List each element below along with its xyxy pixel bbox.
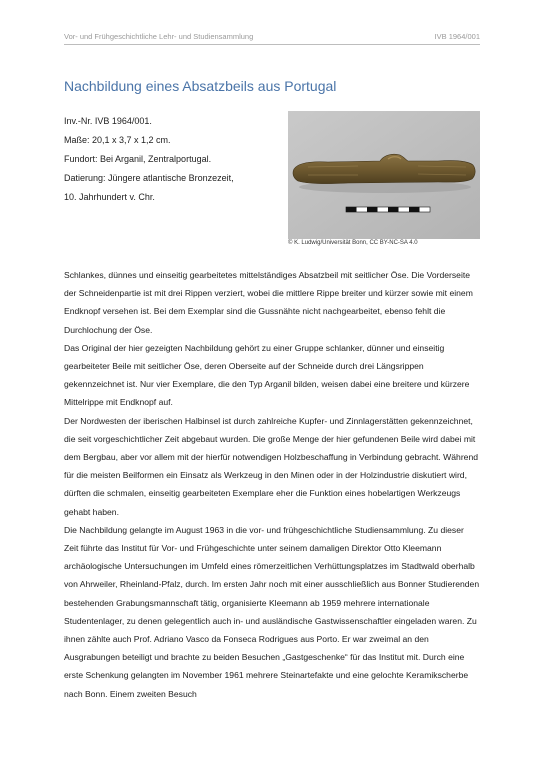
object-metadata bbox=[64, 112, 284, 207]
page-title: Nachbildung eines Absatzbeils aus Portugal bbox=[64, 78, 337, 94]
dimensions: Maße: 20,1 x 3,7 x 1,2 cm. bbox=[64, 135, 171, 145]
axe-photo-drawing bbox=[288, 111, 480, 239]
dating: Datierung: Jüngere atlantische Bronzezeit, bbox=[64, 173, 234, 183]
paragraph-mining-context: Der Nordwesten der iberischen Halbinsel ist durch zahlreiche Kupfer- und Zinnlagerstätten gekennzeichnet, die seit vorgeschichtlicher Zeit abgebaut wurden. Die große Menge der hier gefundenen Beile wird dabei mit dem Bergbau, aber vor allem mit der hierfür notwendigen Holzbeschaffung in Verbindung gebracht. Während für die meisten Beilformen ein Einsatz als Werkzeug in den Minen oder in der Holzindustrie diskutiert wird, dürften die schmalen, einseitig gearbeiteten Exemplare eher die Funktion eines hobelartigen Werkzeugs gehabt haben. bbox=[64, 415, 479, 517]
header-inventory-number: IVB 1964/001 bbox=[434, 32, 480, 41]
inventory-number: Inv.-Nr. IVB 1964/001. bbox=[64, 116, 152, 126]
header-collection-name: Vor- und Frühgeschichtliche Lehr- und Studiensammlung bbox=[64, 32, 254, 41]
image-credit: © K. Ludwig/Universität Bonn, CC BY-NC-SA 4.0 bbox=[288, 240, 418, 246]
dating-century: 10. Jahrhundert v. Chr. bbox=[64, 192, 155, 202]
page-header bbox=[64, 30, 480, 45]
description-body bbox=[64, 266, 480, 703]
find-location: Fundort: Bei Arganil, Zentralportugal. bbox=[64, 154, 212, 164]
scale-bar bbox=[346, 207, 430, 212]
paragraph-type-arganil: Das Original der hier gezeigten Nachbildung gehört zu einer Gruppe schlanker, dünner und einseitig gearbeiteter Beile mit seitlicher Öse, deren Oberseite auf der Schneide durch drei Längsrippen gekennzeichnet ist. Nur vier Exemplare, die den Typ Arganil bilden, weisen dabei eine breitere und kürzere Mittelrippe mit Endknopf auf. bbox=[64, 342, 470, 408]
paragraph-description: Schlankes, dünnes und einseitig gearbeitetes mittelständiges Absatzbeil mit seitlicher Öse. Die Vorderseite der Schneidenpartie ist mit drei Rippen verziert, wobei die mittlere Rippe breiter und kürzer sowie mit einem Endknopf versehen ist. Bei dem Exemplar sind die Gussnähte nicht nachgearbeitet, ebenso fehlt die Durchlochung der Öse. bbox=[64, 270, 473, 335]
axe-photo bbox=[288, 111, 480, 239]
paragraph-acquisition-history: Die Nachbildung gelangte im August 1963 in die vor- und frühgeschichtliche Studiensammlung. Zu dieser Zeit führte das Institut für Vor- und Frühgeschichte unter seinem damaligen Direktor Otto Kleemann archäologische Untersuchungen im Umfeld eines römerzeitlichen Verhüttungsplatzes im Stadtwald oberhalb von Ahrweiler, Rheinland-Pfalz, durch. Im ersten Jahr noch mit einer ausschließlich aus Bonner Studierenden bestehenden Grabungsmannschaft tätig, organisierte Kleemann ab 1959 mehrere internationale Studentenlager, zu denen gelegentlich auch in- und ausländische Gastwissenschaftler eingeladen waren. Zu ihnen zählte auch Prof. Adriano Vasco da Fonseca Rodrigues aus Porto. Er war zweimal an den Ausgrabungen beteiligt und brachte zu beiden Besuchen „Gastgeschenke“ für das Institut mit. Durch eine erste Schenkung gelangten im November 1961 mehrere Steinartefakte und eine gelochte Keramikscherbe nach Bonn. Einem zweiten Besuch bbox=[64, 524, 480, 699]
